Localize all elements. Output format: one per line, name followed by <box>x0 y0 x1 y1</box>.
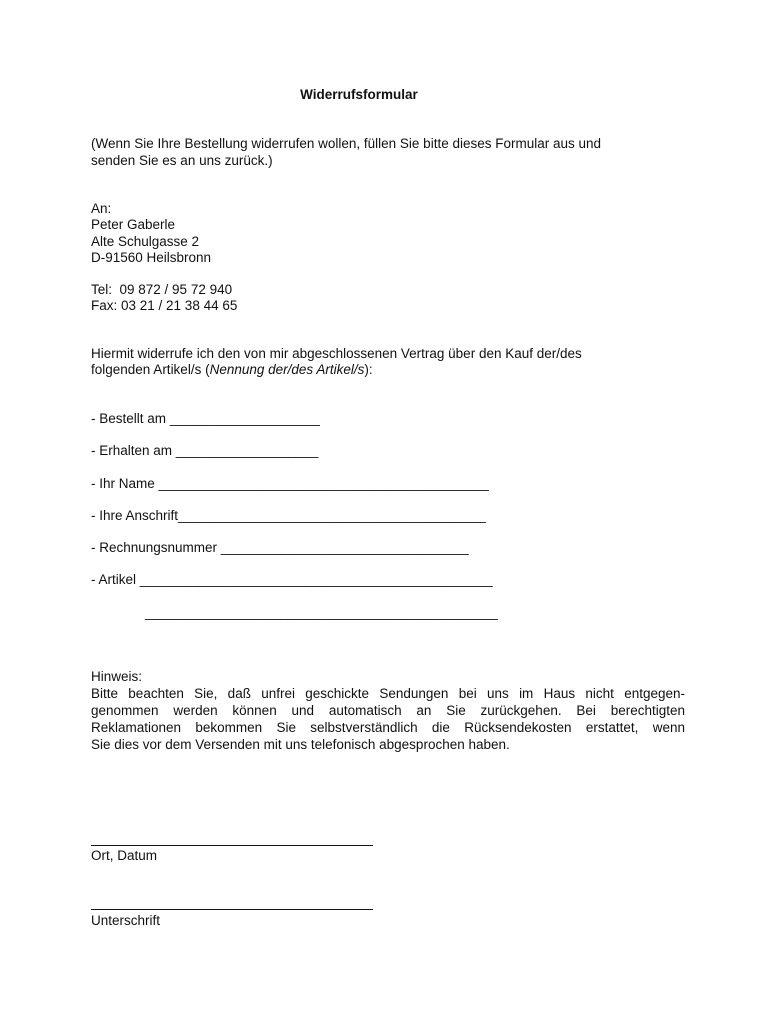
declaration-italic: Nennung der/des Artikel/s <box>209 362 365 377</box>
field-ihr-name[interactable]: - Ihr Name ____________________________________________ <box>91 476 489 491</box>
recipient-fax: Fax: 03 21 / 21 38 44 65 <box>91 298 238 313</box>
field-bestellt-am[interactable]: - Bestellt am ____________________ <box>91 411 320 426</box>
recipient-name: Peter Gaberle <box>91 217 176 232</box>
page-title: Widerrufsformular <box>300 87 418 102</box>
intro-line-1: (Wenn Sie Ihre Bestellung widerrufen wollen, füllen Sie bitte dieses Formular aus und <box>91 136 602 151</box>
recipient-city: D-91560 Heilsbronn <box>91 250 212 265</box>
field-artikel-continued[interactable]: _______________________________________________ <box>145 605 498 620</box>
declaration-prefix: folgenden Artikel/s ( <box>91 362 210 377</box>
place-date-label: Ort, Datum <box>91 848 158 863</box>
field-artikel[interactable]: - Artikel _______________________________________________ <box>91 572 493 587</box>
recipient-tel: Tel: 09 872 / 95 72 940 <box>91 282 233 297</box>
notice-label: Hinweis: <box>91 669 143 684</box>
declaration-suffix: ): <box>364 362 373 377</box>
recipient-label: An: <box>91 201 112 216</box>
notice-line-2: genommen werden können und automatisch an Sie zurückgehen. Bei berechtigten <box>91 703 685 718</box>
field-erhalten-am[interactable]: - Erhalten am ___________________ <box>91 443 319 458</box>
notice-line-3: Reklamationen bekommen Sie selbstverständlich die Rücksendekosten erstattet, wenn <box>91 720 685 735</box>
place-date-line[interactable] <box>91 845 373 846</box>
signature-line[interactable] <box>91 909 373 910</box>
signature-label: Unterschrift <box>91 913 161 928</box>
intro-line-2: senden Sie es an uns zurück.) <box>91 153 273 168</box>
notice-line-4: Sie dies vor dem Versenden mit uns telefonisch abgesprochen haben. <box>91 737 510 752</box>
field-rechnungsnummer[interactable]: - Rechnungsnummer _________________________________ <box>91 540 469 555</box>
notice-line-1: Bitte beachten Sie, daß unfrei geschickte Sendungen bei uns im Haus nicht entgegen- <box>91 686 685 701</box>
recipient-street: Alte Schulgasse 2 <box>91 234 200 249</box>
notice-text <box>91 685 685 753</box>
declaration-line-1: Hiermit widerrufe ich den von mir abgeschlossenen Vertrag über den Kauf der/des <box>91 346 582 361</box>
declaration-line-2 <box>91 362 373 378</box>
field-ihre-anschrift[interactable]: - Ihre Anschrift_________________________________________ <box>91 508 486 523</box>
